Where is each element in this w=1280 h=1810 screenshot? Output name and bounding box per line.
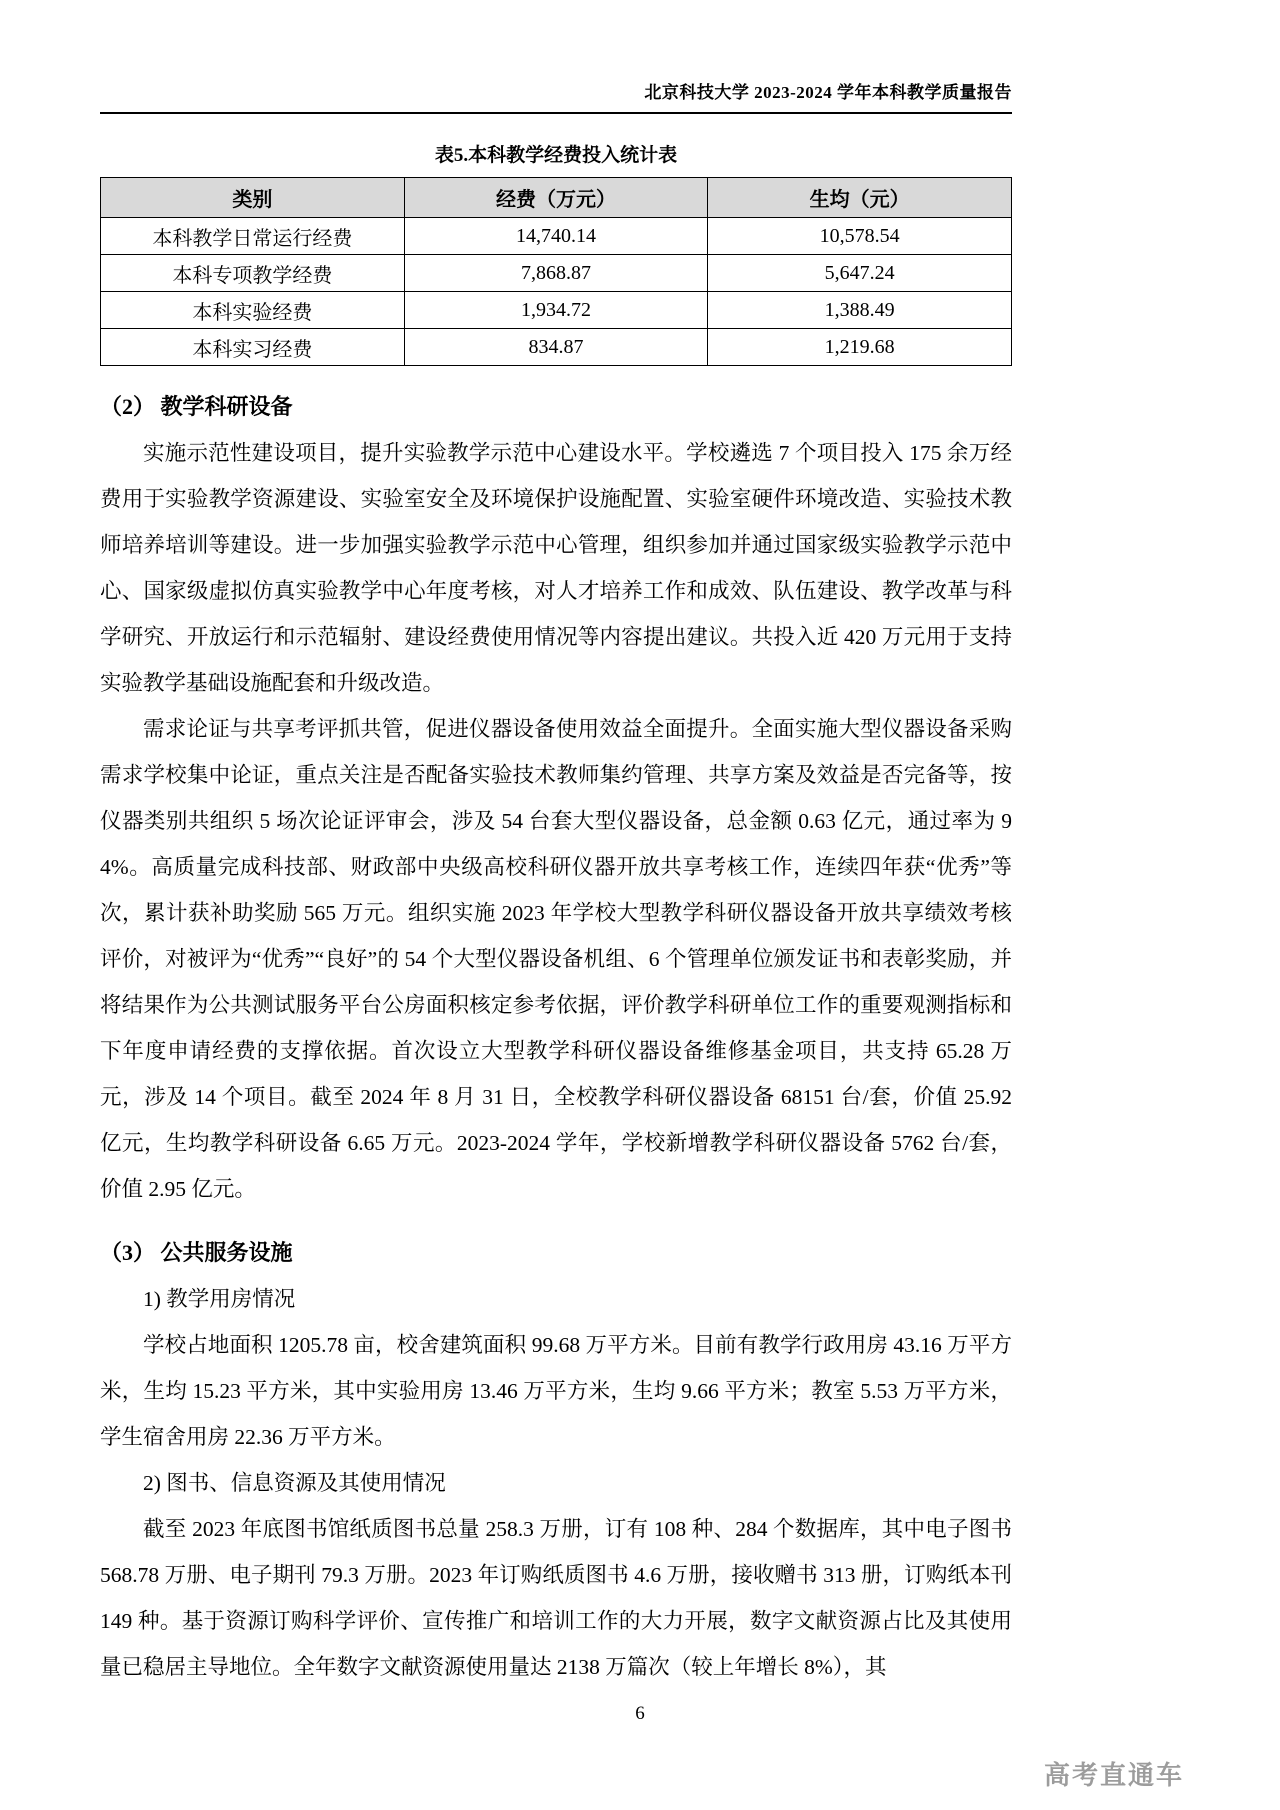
table-cell: 834.87 [404,329,708,366]
column-header-funds: 经费（万元） [404,178,708,218]
paragraph: 截至 2023 年底图书馆纸质图书总量 258.3 万册，订有 108 种、284 个数据库，其中电子图书 568.78 万册、电子期刊 79.3 万册。2023 年订购纸质图书 4.6 万册，接收赠书 313 册，订购纸本刊 149 种。基于资源订购科学评价、宣传推广和培训工作的大力开展，数字文献资源占比及其使用量已稳居主导地位。全年数字文献资源使用量达 2138 万篇次（较上年增长 8%），其 [100,1517,1012,1679]
table-cell: 本科实习经费 [101,329,405,366]
table-cell: 1,388.49 [708,292,1012,329]
table-cell: 本科实验经费 [101,292,405,329]
table-cell: 1,219.68 [708,329,1012,366]
table-cell: 本科专项教学经费 [101,255,405,292]
table-row [101,292,1012,329]
section-heading-equipment: （2） 教学科研设备 [100,394,293,419]
paragraph: 实施示范性建设项目，提升实验教学示范中心建设水平。学校遴选 7 个项目投入 175 余万经费用于实验教学资源建设、实验室安全及环境保护设施配置、实验室硬件环境改造、实验技术教师培养培训等建设。进一步加强实验教学示范中心管理，组织参加并通过国家级实验教学示范中心、国家级虚拟仿真实验教学中心年度考核，对人才培养工作和成效、队伍建设、教学改革与科学研究、开放运行和示范辐射、建设经费使用情况等内容提出建议。共投入近 420 万元用于支持实验教学基础设施配套和升级改造。 [100,441,1012,695]
table-caption: 表5.本科教学经费投入统计表 [434,145,678,166]
table-head [101,178,1012,218]
watermark-text: 高考直通车 [1043,1760,1184,1790]
table-header-row [101,178,1012,218]
table-cell: 1,934.72 [404,292,708,329]
subsection-title-library-resources: 2) 图书、信息资源及其使用情况 [143,1471,446,1495]
paragraph: 学校占地面积 1205.78 亩，校舍建筑面积 99.68 万平方米。目前有教学行政用房 43.16 万平方米，生均 15.23 平方米，其中实验用房 13.46 万平方米，生均 9.66 平方米；教室 5.53 万平方米，学生宿舍用房 22.36 万平方米。 [100,1333,1012,1449]
running-header: 北京科技大学 2023-2024 学年本科教学质量报告 [100,78,1012,114]
table-row [101,329,1012,366]
table-cell: 7,868.87 [404,255,708,292]
paragraph: 需求论证与共享考评抓共管，促进仪器设备使用效益全面提升。全面实施大型仪器设备采购需求学校集中论证，重点关注是否配备实验技术教师集约管理、共享方案及效益是否完备等，按仪器类别共组织 5 场次论证评审会，涉及 54 台套大型仪器设备，总金额 0.63 亿元，通过率为 94%。高质量完成科技部、财政部中央级高校科研仪器开放共享考核工作，连续四年获“优秀”等次，累计获补助奖励 565 万元。组织实施 2023 年学校大型教学科研仪器设备开放共享绩效考核评价，对被评为“优秀”“良好”的 54 个大型仪器设备机组、6 个管理单位颁发证书和表彰奖励，并将结果作为公共测试服务平台公房面积核定参考依据，评价教学科研单位工作的重要观测指标和下年度申请经费的支撑依据。首次设立大型教学科研仪器设备维修基金项目，共支持 65.28 万元，涉及 14 个项目。截至 2024 年 8 月 31 日，全校教学科研仪器设备 68151 台/套，价值 25.92 亿元，生均教学科研设备 6.65 万元。2023-2024 学年，学校新增教学科研仪器设备 5762 台/套，价值 2.95 亿元。 [100,717,1012,1201]
table-cell: 本科教学日常运行经费 [101,218,405,255]
subsection-title-teaching-space: 1) 教学用房情况 [143,1287,296,1311]
column-header-per-student: 生均（元） [708,178,1012,218]
funding-table [100,177,1012,366]
table-cell: 14,740.14 [404,218,708,255]
page-number: 6 [635,1703,645,1724]
table-cell: 10,578.54 [708,218,1012,255]
table-body [101,218,1012,366]
table-row [101,255,1012,292]
column-header-category: 类别 [101,178,405,218]
table-cell: 5,647.24 [708,255,1012,292]
table-row [101,218,1012,255]
section-heading-public-facilities: （3） 公共服务设施 [100,1240,293,1265]
